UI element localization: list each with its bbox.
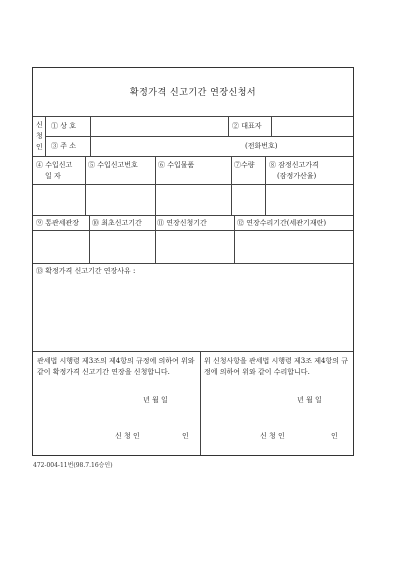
row-divider: [45, 136, 353, 137]
row-divider: [33, 263, 353, 264]
provisional-price-label: ⑧ 잠정신고가격 (잠정가산율): [269, 161, 319, 181]
col-divider: [90, 116, 91, 156]
col-divider: [200, 351, 201, 455]
seal-left: 인: [182, 432, 189, 440]
col-divider: [45, 116, 46, 156]
col-divider: [231, 156, 232, 215]
declaration-right: 위 신청사항을 관세법 시행령 제3조 제4항의 규정에 의하여 위와 같이 수리합니다.: [204, 357, 348, 376]
row-divider: [33, 116, 353, 117]
address-label: ③ 주 소: [51, 142, 76, 150]
extension-reason-label: ⑬ 확정가격 신고기간 연장사유 :: [36, 267, 136, 275]
signer-left: 신 청 인: [115, 432, 140, 440]
form-footnote: 472-004-11번(98.7.16승인): [33, 462, 113, 469]
row-divider: [33, 156, 353, 157]
phone-label: (전화번호): [245, 142, 278, 150]
row-divider: [33, 184, 353, 185]
col-divider: [271, 116, 272, 136]
declaration-left: 관세법 시행령 제3조의 제4항의 규정에 의하여 위와 같이 확정가격 신고기간 연장을 신청합니다.: [37, 357, 195, 376]
import-goods-label: ⑥ 수입물품: [158, 161, 195, 169]
import-report-date-label: ④ 수입신고 일 자: [36, 161, 73, 181]
company-name-label: ① 상 호: [51, 122, 76, 130]
col-divider: [265, 156, 266, 215]
extension-period-label: ⑪ 연장신청기간: [157, 219, 207, 227]
quantity-label: ⑦수량: [234, 161, 255, 169]
col-divider: [234, 215, 235, 263]
col-divider: [85, 156, 86, 215]
customs-office-label: ⑨ 통관세관장: [36, 219, 80, 227]
date-right: 년 월 일: [297, 396, 322, 404]
col-divider: [89, 215, 90, 263]
form-title: 확정가격 신고기간 연장신청서: [129, 88, 257, 98]
col-divider: [155, 215, 156, 263]
applicant-group-label: 신 청 인: [36, 121, 43, 152]
date-left: 년 월 일: [143, 396, 168, 404]
row-divider: [33, 215, 353, 216]
col-divider: [228, 116, 229, 136]
col-divider: [155, 156, 156, 215]
extension-request-form: [32, 67, 354, 456]
import-report-number-label: ⑤ 수입신고번호: [88, 161, 138, 169]
row-divider: [33, 230, 353, 231]
signer-right: 신 청 인: [260, 432, 285, 440]
seal-right: 인: [331, 432, 338, 440]
extension-count-label: ⑫ 연장수리기간(세관기재란): [237, 219, 327, 227]
representative-label: ② 대표자: [232, 122, 262, 130]
initial-report-period-label: ⑩ 최초신고기간: [92, 219, 142, 227]
row-divider: [33, 351, 353, 352]
